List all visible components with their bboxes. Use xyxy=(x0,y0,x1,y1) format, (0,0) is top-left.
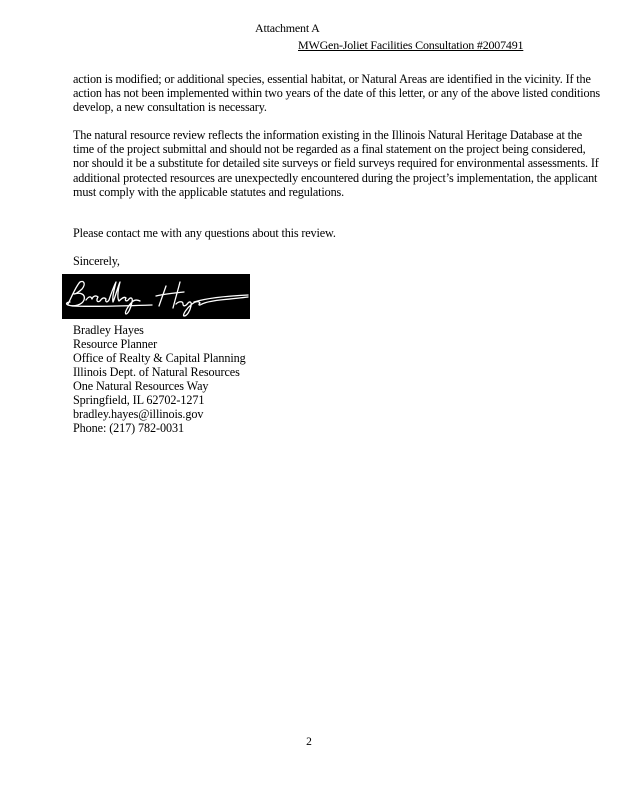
contact-name: Bradley Hayes xyxy=(73,323,144,337)
contact-block xyxy=(73,323,246,435)
page-number: 2 xyxy=(306,736,312,748)
signature-image xyxy=(62,274,250,319)
contact-agency: Illinois Dept. of Natural Resources xyxy=(73,365,240,379)
contact-office: Office of Realty & Capital Planning xyxy=(73,351,246,365)
consultation-reference: MWGen-Joliet Facilities Consultation #2007491 xyxy=(298,38,524,52)
contact-phone: Phone: (217) 782-0031 xyxy=(73,421,184,435)
paragraph-resource-review: The natural resource review reflects the information existing in the Illinois Natural Heritage Database at the time of the project submittal and should not be regarded as a final statement on the project being considered, nor should it be a substitute for detailed site surveys or field surveys required for environmental assessments. If additional protected resources are unexpectedly encountered during the project’s implementation, the applicant must comply with the applicable statutes and regulations. xyxy=(73,128,599,199)
closing-salutation: Sincerely, xyxy=(73,254,120,268)
attachment-label: Attachment A xyxy=(255,21,320,35)
handwritten-signature xyxy=(62,274,250,319)
contact-street: One Natural Resources Way xyxy=(73,379,209,393)
paragraph-consultation-conditions: action is modified; or additional species, essential habitat, or Natural Areas are identified in the vicinity. If the action has not been implemented within two years of the date of this letter, or any of the above listed conditions develop, a new consultation is necessary. xyxy=(73,72,600,115)
contact-city: Springfield, IL 62702-1271 xyxy=(73,393,205,407)
contact-email: bradley.hayes@illinois.gov xyxy=(73,407,204,421)
paragraph-contact-request: Please contact me with any questions about this review. xyxy=(73,226,336,240)
contact-title: Resource Planner xyxy=(73,337,158,351)
